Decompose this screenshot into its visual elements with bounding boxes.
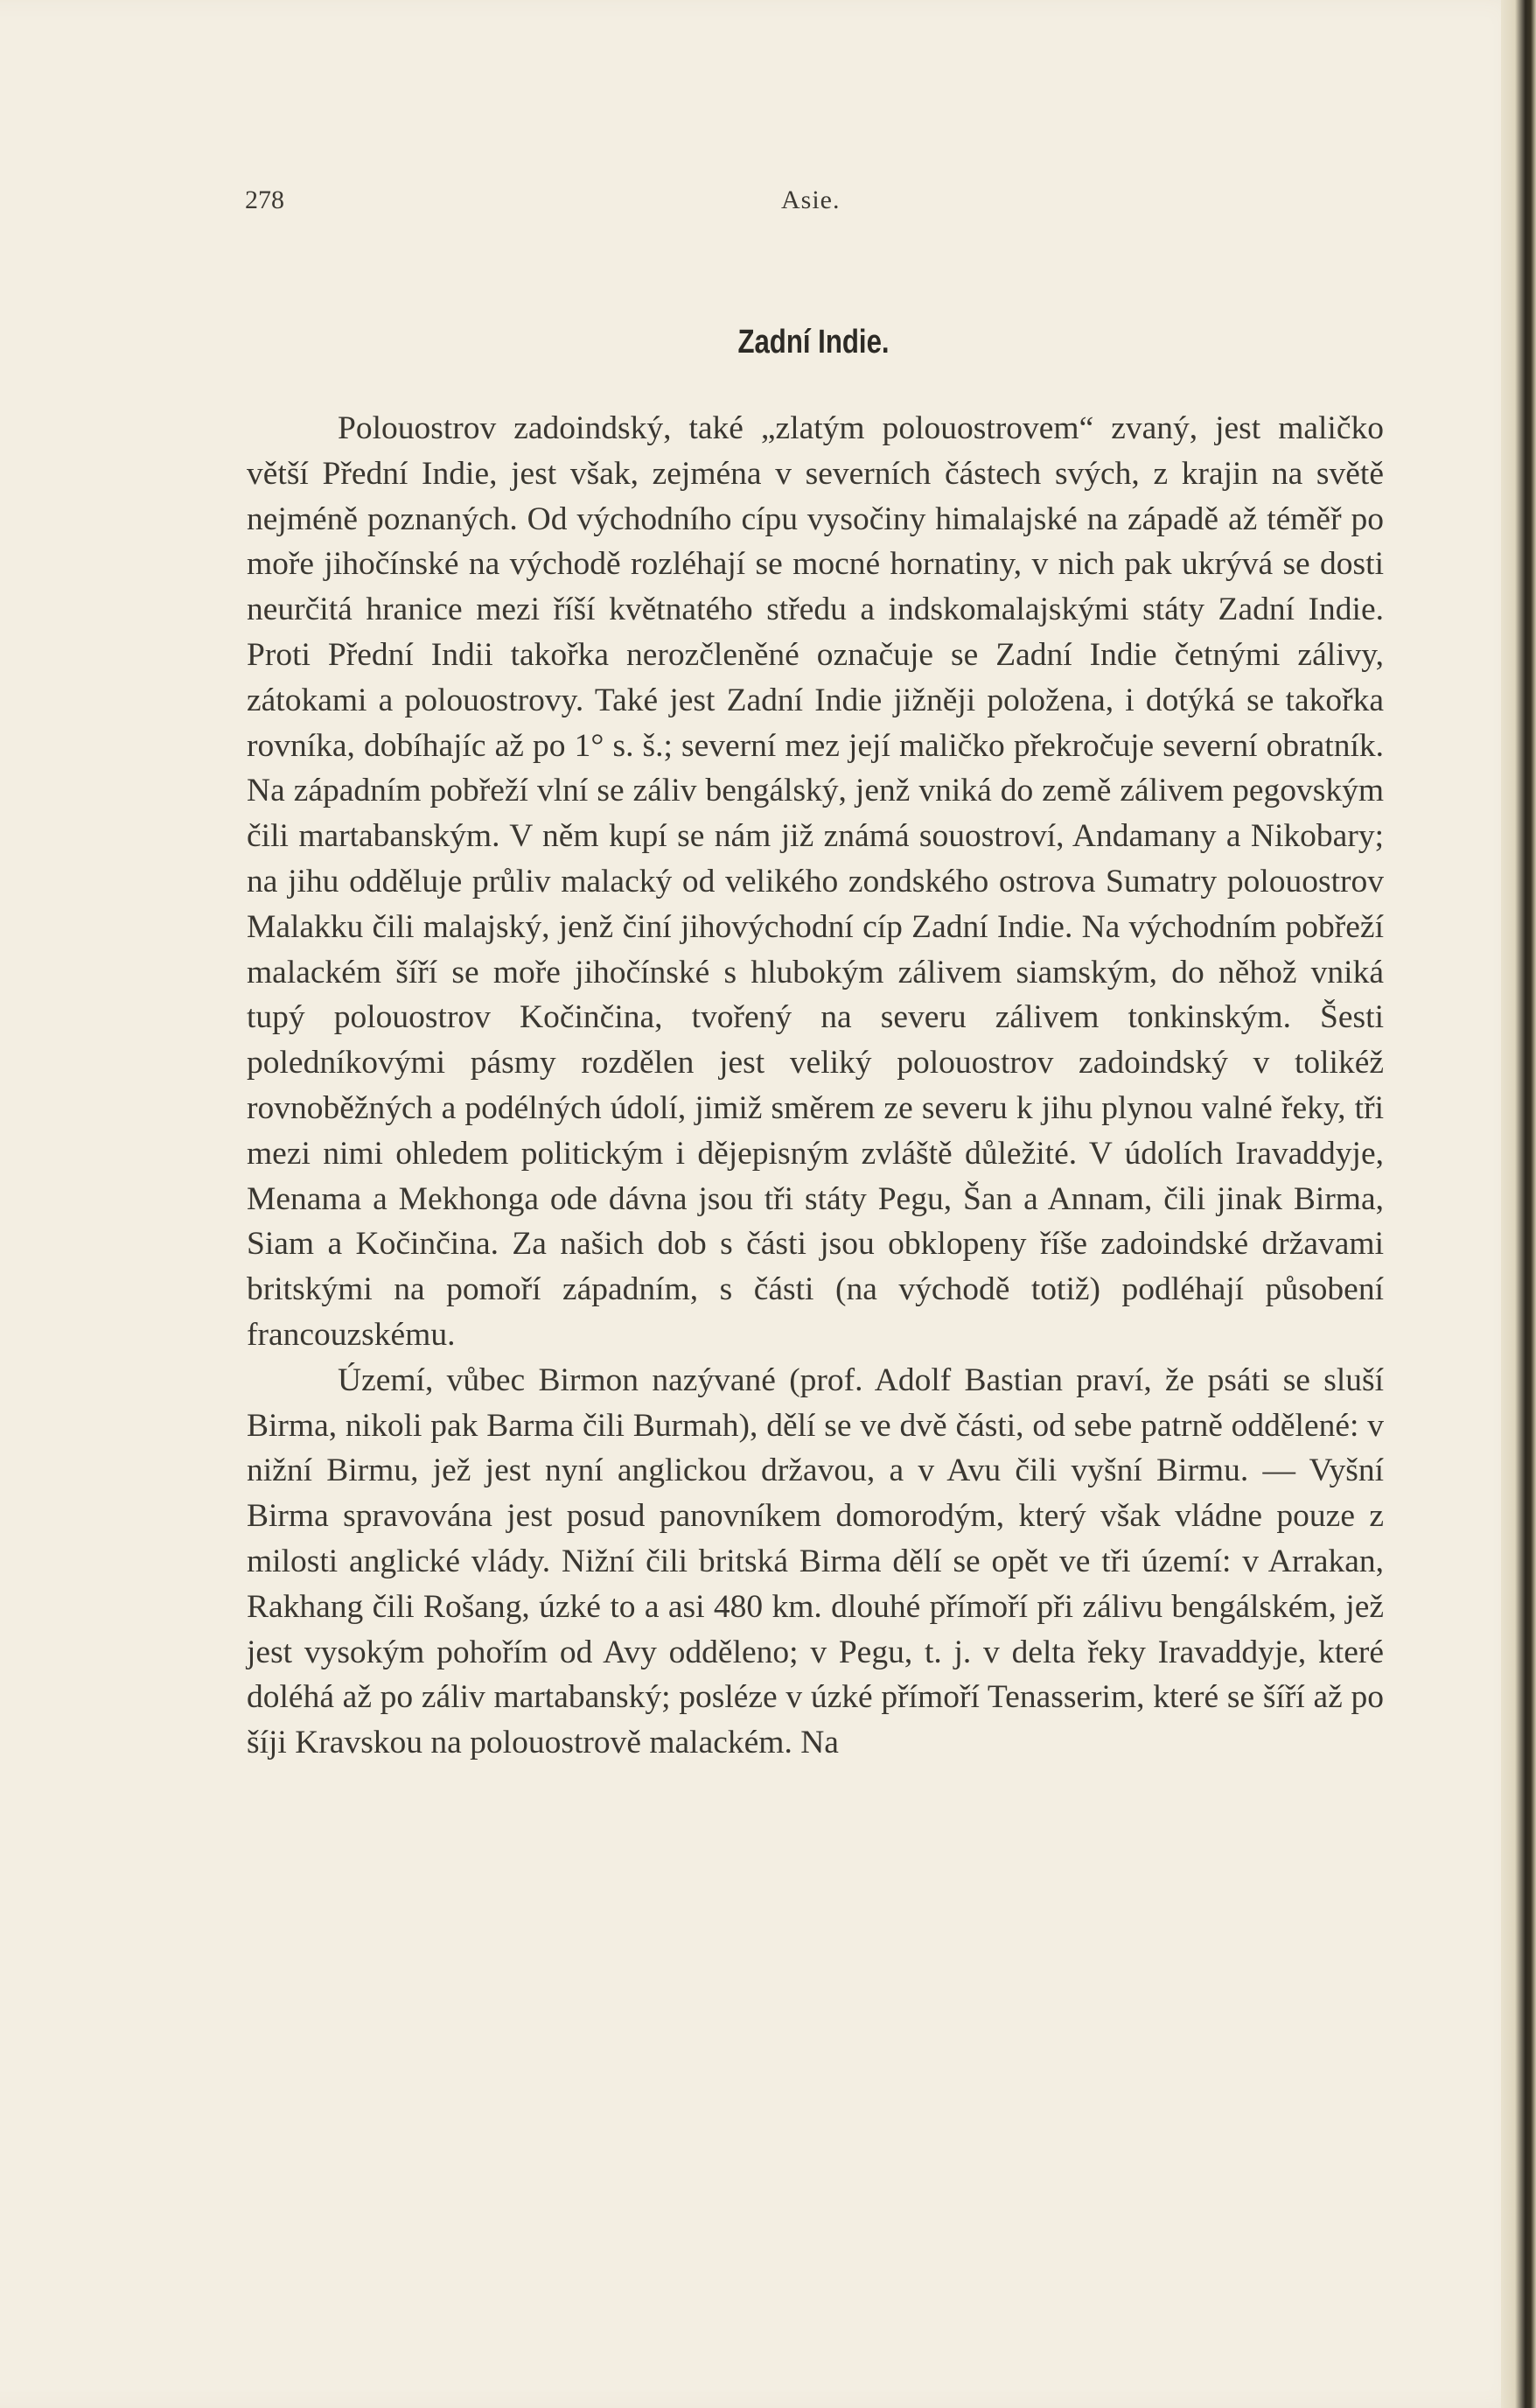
section-title: Zadní Indie. [737,324,890,360]
paragraph: Území, vůbec Birmon nazývané (prof. Adolf Bastian praví, že psáti se sluší Birma, nikoli pak Barma čili Burmah), dělí se ve dvě části, od sebe patrně oddělené: v nižní Birmu, jež jest nyní anglickou državou, a v Avu čili vyšní Birmu. — Vyšní Birma spravována jest posud panovníkem domorodým, který však vládne pouze z milosti anglické vlády. Nižní čili britská Birma dělí se opět ve tři území: v Arrakan, Rakhang čili Rošang, úzké to a asi 480 km. dlouhé přímoří při zálivu bengálském, jež jest vysokým pohořím od Avy odděleno; v Pegu, t. j. v delta řeky Iravaddyje, které doléhá až po záliv martabanský; posléze v úzké přímoří Tenasserim, které se šíří až po šíji Kravskou na polouostrově malackém. Na [247,1362,1384,1761]
page-header [245,186,1382,220]
running-head: Asie. [781,186,841,214]
body-text [247,406,1384,1766]
page-number: 278 [245,186,284,214]
book-spine-edge [1501,0,1536,2408]
paragraph: Polouostrov zadoindský, také „zlatým polouostrovem“ zvaný, jest maličko větší Přední Indie, jest však, zejména v severních částech svých, z krajin na světě nejméně poznaných. Od východního cípu vysočiny himalajské na západě až téměř po moře jihočínské na východě rozléhají se mocné hornatiny, v nich pak ukrývá se dosti neurčitá hranice mezi říší květnatého středu a indskomalajskými státy Zadní Indie. Proti Přední Indii takořka nerozčleněné označuje se Zadní Indie četnými zálivy, zátokami a polouostrovy. Také jest Zadní Indie jižněji položena, i dotýká se takořka rovníka, dobíhajíc až po 1° s. š.; severní mez její maličko překročuje severní obratník. Na západním pobřeží vlní se záliv bengálský, jenž vniká do země zálivem pegovským čili martabanským. V něm kupí se nám již známá souostroví, Andamany a Nikobary; na jihu odděluje průliv malacký od velikého zondského ostrova Sumatry polouostrov Malakku čili malajský, jenž činí jihovýchodní cíp Zadní Indie. Na východním pobřeží malackém šíří se moře jihočínské s hlubokým zálivem siamským, do něhož vniká tupý polouostrov Kočinčina, tvořený na severu zálivem tonkinským. Šesti poledníkovými pásmy rozdělen jest veliký polouostrov zadoindský v tolikéž rovnoběžných a podélných údolí, jimiž směrem ze severu k jihu plynou valné řeky, tři mezi nimi ohledem politickým i dějepisným zvláště důležité. V údolích Iravaddyje, Menama a Mekhonga ode dávna jsou tři státy Pegu, Šan a Annam, čili jinak Birma, Siam a Kočinčina. Za našich dob s části jsou obklopeny říše zadoindské državami britskými na pomoří západním, s části (na východě totiž) podléhají působení francouzskému. [247,410,1384,1353]
